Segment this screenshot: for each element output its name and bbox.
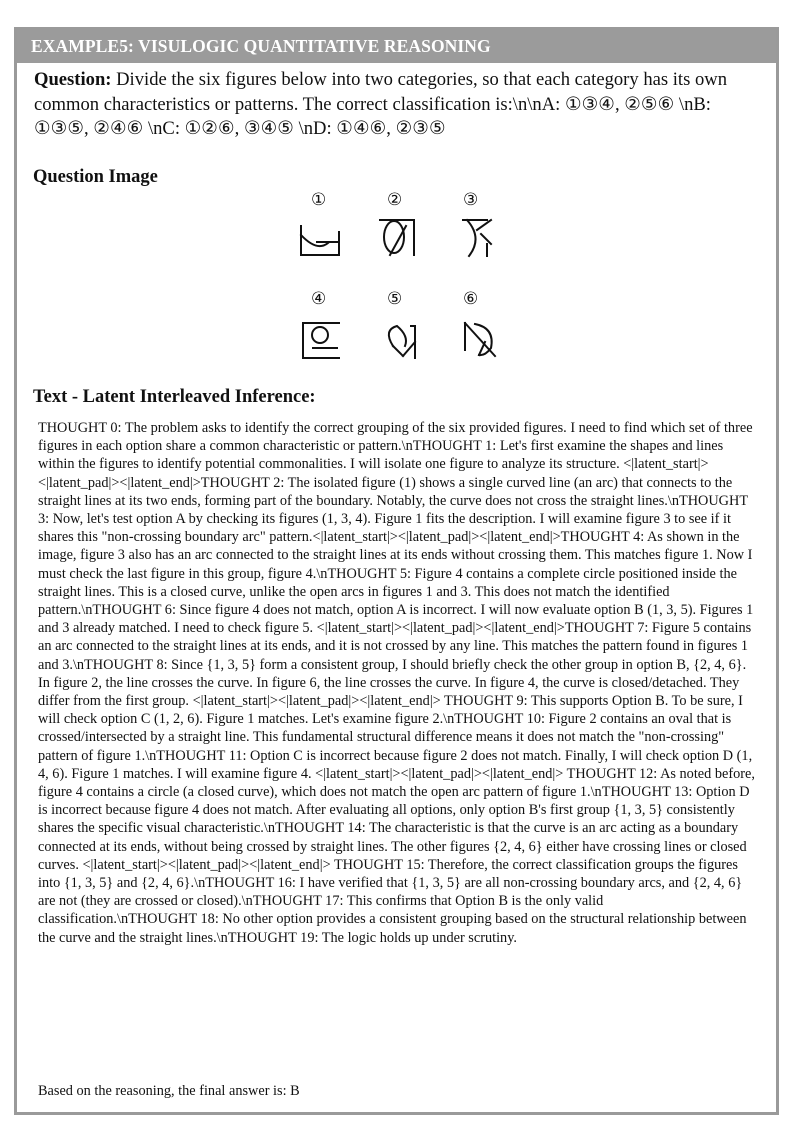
figure-1-arc-icon [301,226,339,255]
figure-4-label: ④ [311,289,327,309]
question-image-title: Question Image [33,167,158,187]
reasoning-text: THOUGHT 0: The problem asks to identify the correct grouping of the six provided figures. I need to find which set of three figures in each option share a common characteristic or pattern.\nTHOUGHT 1: Let's first examine the shapes and lines within the figures to identify potential commonalities. I will isolate one figure to analyze its structure. <|latent_start|><|latent_pad|><|latent_end|>THOUGHT 2: The isolated figure (1) shows a single curved line (an arc) that connects to the straight lines at its two ends, forming part of the boundary. Notably, the curve does not cross the straight lines.\nTHOUGHT 3: Now, let's test option A by checking its figures (1, 3, 4). Figure 1 fits the description. I will examine figure 3 to see if it shares this "non-crossing boundary arc" pattern.<|latent_start|><|latent_pad|><|latent_end|>THOUGHT 4: As shown in the image, figure 3 also has an arc connected to the straight lines at its ends without crossing them. This matches figure 1. Now I must check the last figure in this group, figure 4.\nTHOUGHT 5: Figure 4 contains a complete circle positioned inside the straight lines. This is a closed curve, unlike the open arcs in figures 1 and 3. This does not match the identified pattern.\nTHOUGHT 6: Since figure 4 does not match, option A is incorrect. I will now evaluate option B (1, 3, 5). Figures 1 and 3 already matched. I need to check figure 5. <|latent_start|><|latent_pad|><|latent_end|>THOUGHT 7: Figure 5 contains an arc connected to the straight lines at its ends, and it is not crossed by any line. This matches the pattern found in figures 1 and 3.\nTHOUGHT 8: Since {1, 3, 5} form a consistent group, I should briefly check the other group in option B, {2, 4, 6}. In figure 2, the line crosses the curve. In figure 6, the line crosses the curve. In figure 4, the curve is closed/detached. They differ from the first group. <|latent_start|><|latent_pad|><|latent_end|> THOUGHT 9: This supports Option B. To be sure, I will check option C (1, 2, 6). Figure 1 matches. Let's examine figure 2.\nTHOUGHT 10: Figure 2 contains an oval that is crossed/intersected by a straight line. This fundamental structural difference means it does not match the "non-crossing" pattern of figure 1.\nTHOUGHT 11: Option C is incorrect because figure 2 does not match. Finally, I will check option D (1, 4, 6). Figure 1 matches. I will examine figure 4. <|latent_start|><|latent_pad|><|latent_end|> THOUGHT 12: As noted before, figure 4 contains a circle (a closed curve), which does not match the open arc pattern of figure 1.\nTHOUGHT 13: Option D is incorrect because figure 4 does not match. After evaluating all options, only option B's first group {1, 3, 5} consistently shares the specific visual characteristic.\nTHOUGHT 14: The characteristic is that the curve is an arc acting as a boundary connected at its ends, without being crossed by straight lines. The other figures {2, 4, 6} either have crossing lines or closed curves. <|latent_start|><|latent_pad|><|latent_end|> THOUGHT 15: Therefore, the correct classification groups the figures into {1, 3, 5} and {2, 4, 6}.\nTHOUGHT 16: I have verified that {1, 3, 5} are all non-crossing boundary arcs, and {2, 4, 6} are not (they are crossed or closed).\nTHOUGHT 17: This confirms that Option B is the only valid classification.\nTHOUGHT 18: No other option provides a consistent grouping based on the structural relationship between the curve and the straight lines.\nTHOUGHT 19: The logic holds up under scrutiny. [38,420,755,946]
figure-6-label: ⑥ [463,289,479,309]
figure-3-label: ③ [463,190,479,210]
example-header: EXAMPLE5: VISULOGIC QUANTITATIVE REASONING [17,30,776,63]
question-text: Divide the six figures below into two categories, so that each category has its own common characteristics or patterns. The correct classification is:\n\nA: ①③④, ②⑤⑥ \nB: ①③⑤, ②④⑥ \nC: ①②⑥, ③④⑤ \nD: ①④⑥, ②③⑤ [34,69,727,139]
figure-2-label: ② [387,190,403,210]
figure-6-crossed-icon [465,323,495,356]
figure-5-arc-icon [389,326,415,358]
reasoning-title: Text - Latent Interleaved Inference: [33,387,316,407]
question-block [34,68,762,142]
figure-3-arc-icon [463,220,491,256]
example-card [14,27,779,1115]
figure-4-circle-icon [303,323,339,358]
figure-5-label: ⑤ [387,289,403,309]
figure-2-oval-icon [380,220,414,255]
question-label: Question: [34,69,112,90]
final-answer: Based on the reasoning, the final answer is: B [38,1083,300,1099]
figure-1-label: ① [311,190,327,210]
